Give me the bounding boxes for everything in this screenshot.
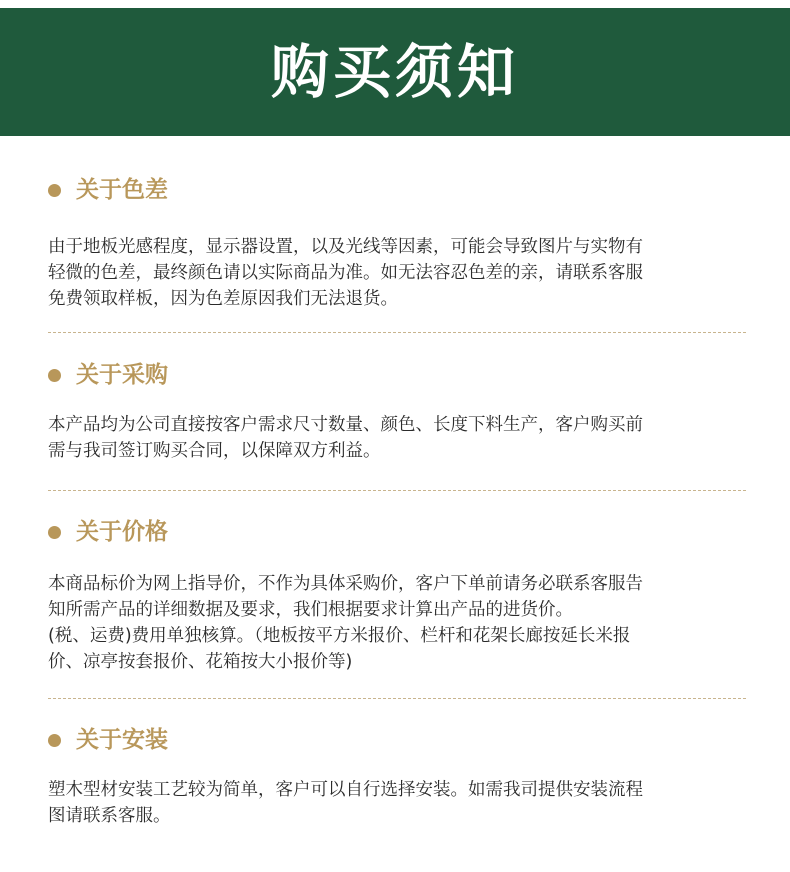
page-title: 购买须知 [270,38,519,106]
section-divider [48,332,746,333]
bullet-dot-icon [48,734,61,747]
section-body [48,571,746,675]
section-heading-text: 关于采购 [76,362,168,388]
body-line: 由于地板光感程度，显示器设置，以及光线等因素，可能会导致图片与实物有 [48,237,643,257]
section-color-difference [48,174,746,309]
bullet-dot-icon [48,184,61,197]
body-line: 本产品均为公司直接按客户需求尺寸数量、颜色、长度下料生产，客户购买前 [48,415,643,435]
body-line: 需与我司签订购买合同，以保障双方利益。 [48,441,381,461]
body-line: 免费领取样板，因为色差原因我们无法退货。 [48,289,398,309]
body-line: 轻微的色差，最终颜色请以实际商品为准。如无法容忍色差的亲，请联系客服 [48,263,643,283]
section-heading-text: 关于安装 [76,727,168,753]
bullet-dot-icon [48,526,61,539]
section-pricing [48,516,746,672]
section-divider [48,490,746,491]
section-body [48,777,746,829]
body-line: 知所需产品的详细数据及要求，我们根据要求计算出产品的进货价。 [48,600,573,620]
bullet-dot-icon [48,369,61,382]
section-heading [48,359,746,391]
body-line: 价、凉亭按套报价、花箱按大小报价等) [48,652,353,672]
body-line: 塑木型材安装工艺较为简单，客户可以自行选择安装。如需我司提供安装流程 [48,780,643,800]
section-body [48,234,746,312]
section-installation [48,724,746,826]
section-heading-text: 关于色差 [76,177,168,203]
section-divider [48,698,746,699]
section-heading-text: 关于价格 [76,519,168,545]
body-line: 本商品标价为网上指导价，不作为具体采购价，客户下单前请务必联系客服告 [48,574,643,594]
section-heading [48,724,746,756]
section-body [48,412,746,464]
title-banner [0,8,790,136]
section-heading [48,516,746,548]
section-heading [48,174,746,206]
section-purchasing [48,359,746,461]
body-line: (税、运费)费用单独核算。（地板按平方米报价、栏杆和花架长廊按延长米报 [48,626,631,646]
body-line: 图请联系客服。 [48,806,171,826]
